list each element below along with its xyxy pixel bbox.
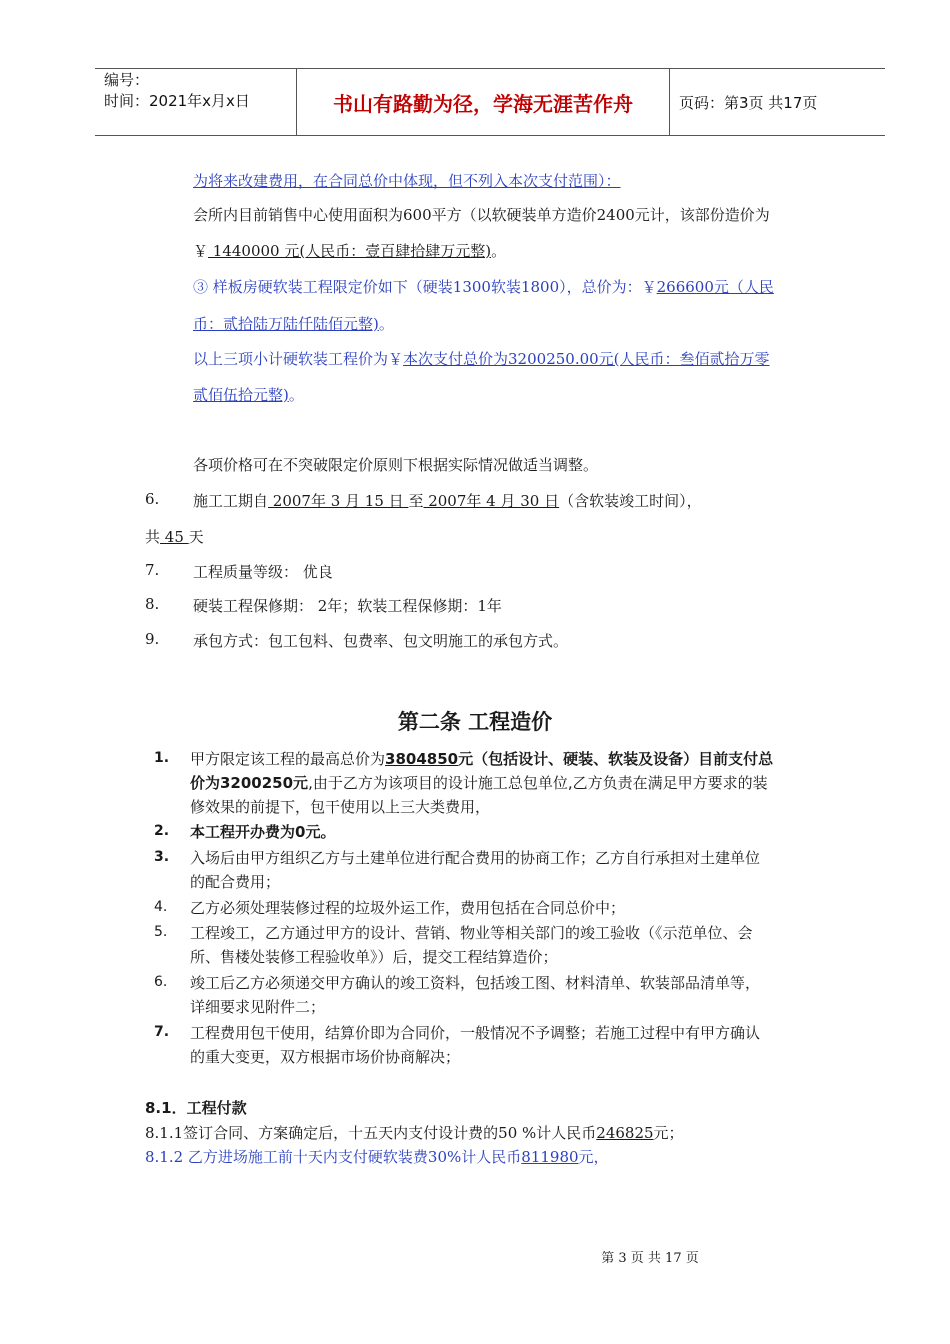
payment-heading: 8.1．工程付款 (145, 1099, 247, 1117)
period-label: 施工工期自 (193, 492, 269, 510)
clause-5-line-1: 工程竣工，乙方通过甲方的设计、营销、物业等相关部门的竣工验收（《示范单位、会 (190, 924, 753, 942)
clause-3-line-2: 的配合费用； (190, 873, 281, 891)
document-number-label: 编号： (104, 71, 150, 89)
clause-1-number: 1. (154, 750, 170, 766)
clause-1-line-2 (190, 772, 768, 793)
clause-4-number: 4. (154, 899, 168, 915)
clause-1-bold-text: 元（包括设计、硬装、软装及设备）目前支付总 (458, 750, 774, 768)
max-total-amount: 3804850 (385, 750, 459, 768)
item-6-total (145, 526, 204, 547)
clause-4-text: 乙方必须处理装修过程的垃圾外运工作，费用包括在合同总价中； (190, 899, 626, 917)
subtotal-line-2 (193, 384, 304, 405)
construction-fee-text: 8.1.2 乙方进场施工前十天内支付硬软装费30%计人民币 (145, 1148, 522, 1166)
days-unit: 天 (188, 528, 204, 546)
clause-1-text-2: ,由于乙方为该项目的设计施工总包单位,乙方负责在满足甲方要求的装 (308, 774, 768, 792)
clause-1-text: 甲方限定该工程的最高总价为 (190, 750, 386, 768)
clause-2-number: 2. (154, 823, 170, 839)
yuan-unit: 元； (653, 1124, 684, 1142)
period-note: （含软装竣工时间）， (559, 492, 702, 510)
item-6-number: 6. (145, 490, 160, 508)
subtotal-text: 以上三项小计硬软装工程价为￥ (193, 350, 404, 368)
budget-note-line: 为将来改建费用，在合同总价中体现，但不列入本次支付范围）： (193, 172, 621, 190)
clause-1-line-3: 修效果的前提下，包干使用以上三大类费用， (190, 798, 491, 816)
price-adjust-note: 各项价格可在不突破限定价原则下根据实际情况做适当调整。 (193, 456, 599, 474)
end-date: 2007年 4 月 30 日 (423, 492, 560, 510)
payment-line-2 (145, 1146, 609, 1167)
design-fee-text: 8.1.1签订合同、方案确定后，十五天内支付设计费的50 %计人民币 (145, 1124, 597, 1142)
currency-symbol: ￥ (193, 242, 209, 260)
clause-7-line-1: 工程费用包干使用，结算价即为合同价，一般情况不予调整；若施工过程中有甲方确认 (190, 1024, 761, 1042)
item-9-text: 承包方式：包工包料、包费率、包文明施工的承包方式。 (193, 632, 569, 650)
subtotal-amount: 本次支付总价为3200250.00元(人民币：叁佰贰拾万零 (403, 350, 770, 368)
clause-6-number: 6. (154, 974, 168, 990)
total-days: 45 (160, 528, 189, 546)
clause-1-line-1 (190, 748, 773, 769)
sentence-end: 。 (491, 242, 507, 260)
header-meta (104, 70, 250, 112)
clause-7-number: 7. (154, 1024, 170, 1040)
header-divider-2 (669, 68, 670, 136)
yuan-unit: 元， (578, 1148, 609, 1166)
item-7-number: 7. (145, 561, 160, 579)
clause-5-number: 5. (154, 924, 168, 940)
sample-room-line (193, 276, 774, 297)
clause-3-number: 3. (154, 849, 170, 865)
header-top-rule (95, 68, 885, 69)
document-time-label: 时间：2021年x月x日 (104, 92, 250, 110)
clause-6-line-1: 竣工后乙方必须递交甲方确认的竣工资料，包括竣工图、材料清单、软装部品清单等， (190, 974, 761, 992)
clause-3-line-1: 入场后由甲方组织乙方与土建单位进行配合费用的协商工作；乙方自行承担对土建单位 (190, 849, 761, 867)
header-bottom-rule (95, 135, 885, 136)
to-label: 至 (408, 492, 424, 510)
sample-room-amount-words: 币：贰拾陆万陆仟陆佰元整) (193, 315, 379, 333)
sentence-end: 。 (378, 315, 394, 333)
item-7-text: 工程质量等级： 优良 (193, 563, 333, 581)
sample-room-line-2 (193, 313, 394, 334)
page-footer: 第 3 页 共 17 页 (601, 1251, 699, 1266)
sales-center-line: 会所内目前销售中心使用面积为600平方（以软硬装单方造价2400元计，该部份造价为 (193, 206, 770, 224)
start-date: 2007年 3 月 15 日 (268, 492, 409, 510)
clause-6-line-2: 详细要求见附件二； (190, 998, 326, 1016)
sales-center-amount: 1440000 元(人民币：壹百肆拾肆万元整) (208, 242, 492, 260)
article-2-title: 第二条 工程造价 (397, 710, 553, 734)
sentence-end: 。 (288, 386, 304, 404)
current-payment: 价为3200250元 (190, 774, 309, 792)
subtotal-amount-words: 贰佰伍拾元整) (193, 386, 289, 404)
header-page-info: 页码：第3页 共17页 (679, 94, 818, 112)
item-8-text: 硬装工程保修期： 2年；软装工程保修期：1年 (193, 597, 502, 615)
item-6-line (193, 490, 702, 511)
sales-center-amount-line (193, 240, 506, 261)
sample-room-amount: 266600元（人民 (656, 278, 774, 296)
construction-fee-amount: 811980 (521, 1148, 579, 1166)
total-label: 共 (145, 528, 161, 546)
sample-room-text: ③ 样板房硬软装工程限定价如下（硬装1300软装1800），总价为：￥ (193, 278, 657, 296)
item-8-number: 8. (145, 595, 160, 613)
clause-2-text: 本工程开办费为0元。 (190, 823, 336, 841)
design-fee-amount: 246825 (596, 1124, 654, 1142)
subtotal-line (193, 348, 770, 369)
clause-5-line-2: 所、售楼处装修工程验收单》）后，提交工程结算造价； (190, 948, 558, 966)
item-9-number: 9. (145, 630, 160, 648)
header-motto: 书山有路勤为径，学海无涯苦作舟 (333, 92, 633, 116)
payment-line-1 (145, 1122, 684, 1143)
clause-7-line-2: 的重大变更，双方根据市场价协商解决； (190, 1048, 461, 1066)
